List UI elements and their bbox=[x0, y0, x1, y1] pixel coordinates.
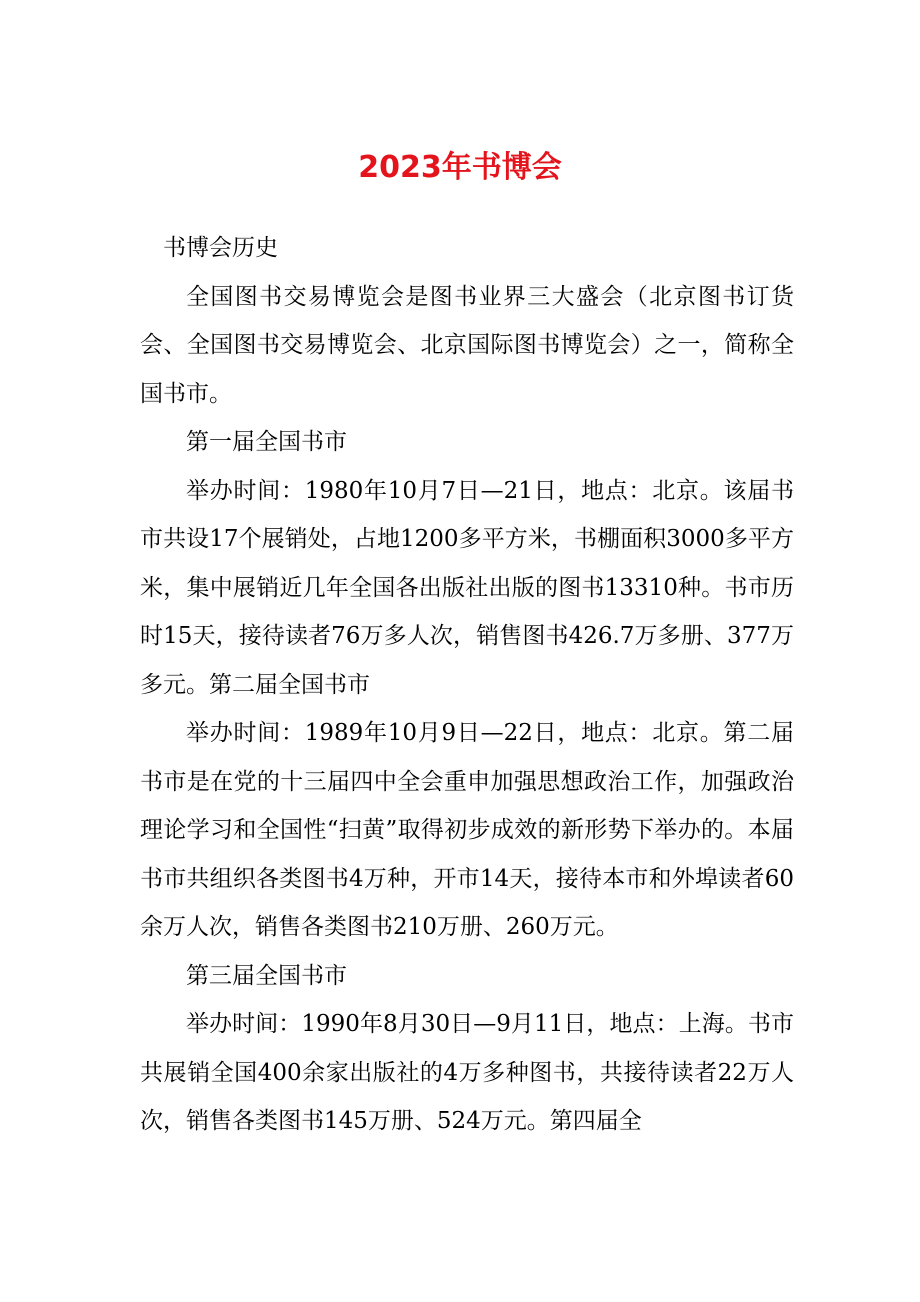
second-fair-paragraph: 举办时间：1989年10月9日—22日，地点：北京。第二届书市是在党的十三届四中全会重申加强思想政治工作，加强政治理论学习和全国性“扫黄”取得初步成效的新形势下举办的。本届书市共组织各类图书4万种，开市14天，接待本市和外埠读者60余万人次，销售各类图书210万册、260万元。 bbox=[140, 720, 794, 940]
document-title: 2023年书博会 bbox=[358, 150, 562, 185]
section-heading-first-fair: 第一届全国书市 bbox=[186, 429, 347, 455]
section-heading-third-fair: 第三届全国书市 bbox=[186, 962, 347, 989]
first-fair-paragraph: 举办时间：1980年10月7日—21日，地点：北京。该届书市共设17个展销处，占地1200多平方米，书棚面积3000多平方米，集中展销近几年全国各出版社出版的图书13310种。书市历时15天，接待读者76万多人次，销售图书426.7万多册、377万多元。第二届全国书市 bbox=[140, 477, 794, 698]
third-fair-paragraph: 举办时间：1990年8月30日—9月11日，地点：上海。书市共展销全国400余家出版社的4万多种图书，共接待读者22万人次，销售各类图书145万册、524万元。第四届全 bbox=[140, 1011, 794, 1134]
section-heading-history: 书博会历史 bbox=[163, 235, 278, 261]
document-body bbox=[140, 224, 794, 1146]
intro-paragraph: 全国图书交易博览会是图书业界三大盛会（北京图书订货会、全国图书交易博览会、北京国际图书博览会）之一，简称全国书市。 bbox=[140, 283, 794, 407]
